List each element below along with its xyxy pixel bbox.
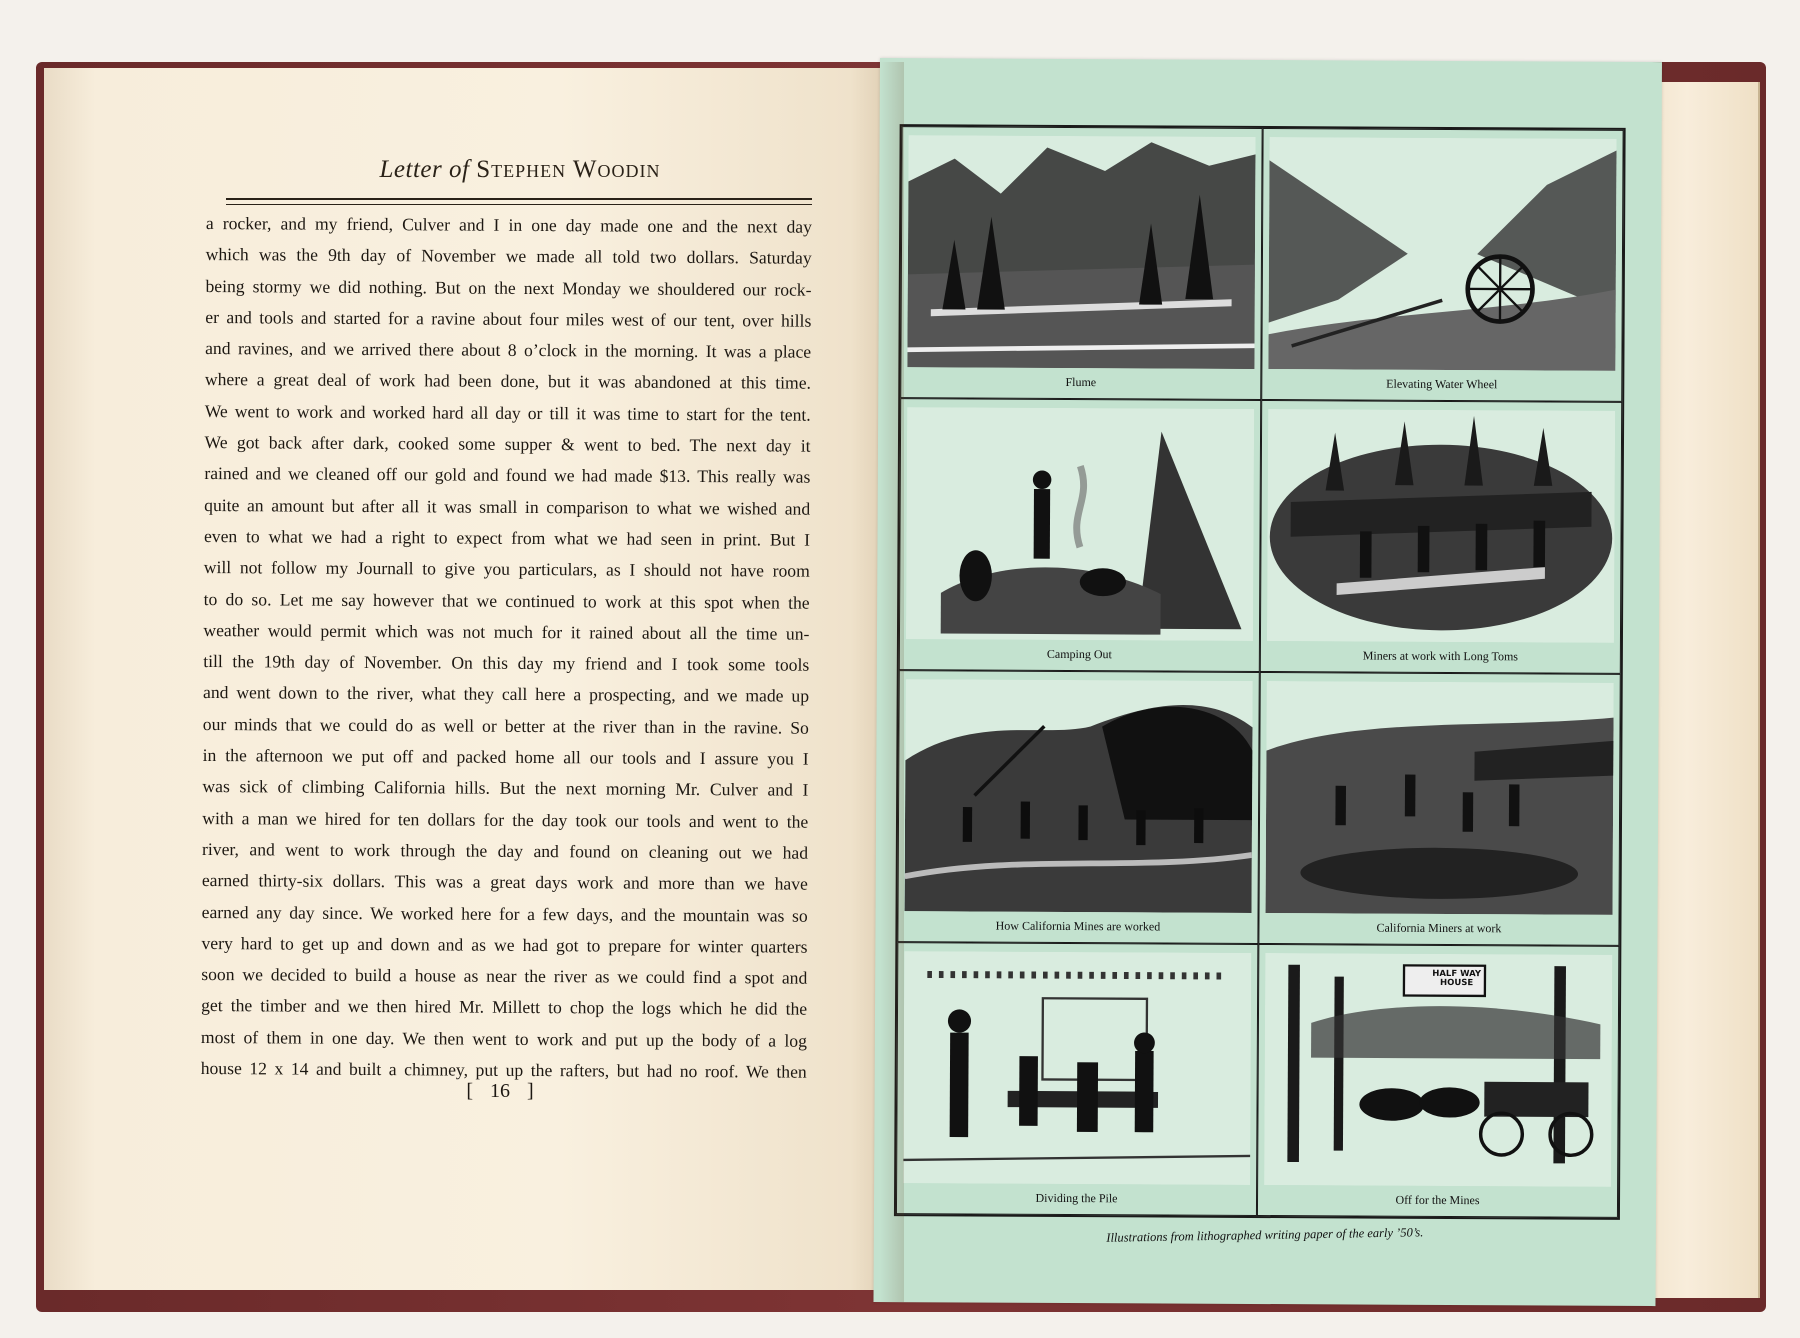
header-rule — [226, 198, 812, 200]
illustration-miners-at-work — [1258, 672, 1620, 946]
water-wheel-engraving — [1268, 137, 1616, 371]
text-line: er and tools and started for a ravine about four miles west of our tent, over hills — [205, 306, 812, 331]
camping-out-engraving — [906, 407, 1254, 641]
text-line: and went down to the river, what they call here a prospecting, and we made up — [202, 682, 810, 707]
miners-at-work-engraving — [1266, 681, 1614, 915]
illustration-off-for-mines — [1257, 944, 1619, 1218]
illustration-camping-out — [899, 398, 1261, 672]
text-line: in the afternoon we put off and packed home all our tools and I assure you I — [202, 745, 809, 769]
text-line: soon we decided to build a house as near the river as we could find a spot and — [201, 964, 808, 988]
text-line: our minds that we could do as well or better at the river than in the ravine. So — [202, 713, 809, 738]
text-line: house 12 x 14 and built a chimney, put up the rafters, but had no roof. We then — [200, 1057, 807, 1082]
text-line: earned thirty-six dollars. This was a great days work and more than we have — [201, 870, 808, 894]
text-line: a rocker, and my friend, Culver and I in one day made one and the next day — [205, 212, 812, 237]
text-line: even to what we had a right to expect from what we had seen in print. But I — [203, 525, 811, 550]
caption-dividing-pile: Dividing the Pile — [1035, 1190, 1118, 1206]
dividing-pile-engraving — [903, 951, 1251, 1185]
caption-flume: Flume — [1065, 374, 1097, 390]
text-line: get the timber and we then hired Mr. Millett to chop the logs which he did the — [201, 995, 808, 1020]
caption-miners-at-work: California Miners at work — [1376, 920, 1502, 936]
caption-camping-out: Camping Out — [1046, 646, 1112, 662]
illustration-mines-worked — [897, 670, 1259, 944]
illustration-dividing-pile — [896, 942, 1258, 1216]
illustration-plate — [873, 58, 1662, 1306]
header-name: Stephen Woodin — [476, 156, 661, 183]
flume-engraving — [907, 135, 1255, 369]
text-line: being stormy we did nothing. But on the next Monday we shouldered our rock- — [205, 275, 812, 300]
letter-body — [201, 208, 812, 1088]
illustration-flume — [900, 126, 1262, 400]
page-number: [ 16 ] — [466, 1080, 534, 1102]
text-line: to do so. Let me say however that we continued to work at this spot when the — [203, 588, 810, 613]
illustration-long-toms — [1260, 400, 1622, 674]
text-line: most of them in one day. We then went to work and put up the body of a log — [200, 1026, 807, 1051]
caption-long-toms: Miners at work with Long Toms — [1362, 648, 1519, 664]
text-line: which was the 9th day of November we made all told two dollars. Saturday — [205, 244, 812, 268]
text-line: was sick of climbing California hills. But the next morning Mr. Culver and I — [202, 776, 809, 801]
text-line: river, and went to work through the day and found on cleaning out we had — [202, 838, 809, 863]
text-line: earned any day since. We worked here for a few days, and the mountain was so — [201, 901, 808, 926]
book-gutter — [880, 62, 904, 1302]
caption-off-for-mines: Off for the Mines — [1395, 1192, 1480, 1208]
running-header: Letter of Stephen Woodin — [379, 156, 661, 183]
text-line: very hard to get up and down and as we had got to prepare for winter quarters — [201, 932, 808, 957]
half-way-house-sign: HALF WAY HOUSE — [1432, 969, 1482, 989]
text-line: with a man we hired for ten dollars for the day took our tools and went to the — [202, 807, 809, 832]
text-line: quite an amount but after all it was small in comparison to what we wished and — [204, 494, 811, 519]
text-line: and ravines, and we arrived there about 8 o’clock in the morning. It was a place — [205, 338, 812, 362]
long-toms-engraving — [1267, 409, 1615, 643]
caption-water-wheel: Elevating Water Wheel — [1386, 376, 1498, 392]
text-line: weather would permit which was not much for it rained about all the time un- — [203, 619, 810, 644]
illustration-water-wheel — [1261, 128, 1623, 402]
text-line: rained and we cleaned off our gold and found we had made $13. This really was — [204, 463, 811, 488]
illustration-grid — [894, 124, 1626, 1220]
text-line: till the 19th day of November. On this day my friend and I took some tools — [203, 651, 810, 675]
text-line: where a great deal of work had been done, but it was abandoned at this time. — [204, 369, 812, 394]
mines-worked-engraving — [905, 679, 1253, 913]
header-rule-thin — [226, 204, 812, 205]
plate-caption: Illustrations from lithographed writing paper of the early ’50’s. — [1106, 1225, 1424, 1245]
text-line: We went to work and worked hard all day or till it was time to start for the tent. — [204, 400, 811, 425]
caption-mines-worked: How California Mines are worked — [995, 918, 1161, 934]
text-line: We got back after dark, cooked some supper & went to bed. The next day it — [204, 432, 811, 456]
text-line: will not follow my Journall to give you particulars, as I should not have room — [203, 557, 810, 581]
